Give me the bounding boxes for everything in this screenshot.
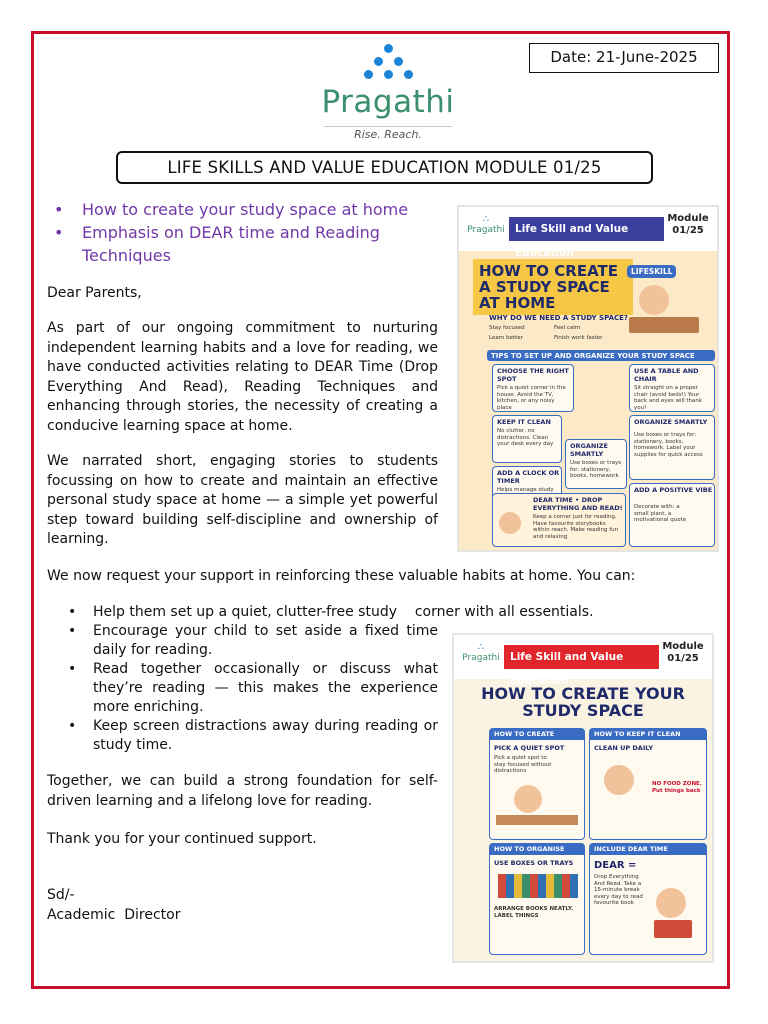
boy-cleaning-icon xyxy=(604,765,634,795)
logo-divider xyxy=(324,126,452,127)
study-space-poster-2 xyxy=(452,633,714,963)
poster-header xyxy=(454,635,712,687)
poster-panel: HOW TO ORGANISE USE BOXES OR TRAYS ARRANGE BOOKS NEATLY. LABEL THINGS xyxy=(489,843,585,955)
why-item: Feel calm xyxy=(554,325,581,331)
tip-box: USE A TABLE AND CHAIR Sit straight on a proper chair (avoid beds!) Your back and eyes will thank you! xyxy=(629,364,715,412)
poster-module: Module 01/25 xyxy=(667,213,709,236)
paragraph-1: As part of our ongoing commitment to nurturing independent learning habits and a love for reading, we have conducted activities relating to DEAR Time (Drop Everything And Read), Reading Techniques and enhancing through stories, the necessity of creating a conducive learning space at home. xyxy=(47,320,438,434)
topic-item: • Emphasis on DEAR time and Reading Techniques xyxy=(54,223,380,265)
module-title: LIFE SKILLS AND VALUE EDUCATION MODULE 01/25 xyxy=(116,151,653,184)
signature-sd: Sd/- xyxy=(47,887,75,903)
support-item: • Help them set up a quiet, clutter-free study corner with all essentials. xyxy=(68,604,594,620)
support-item: • Read together occasionally or discuss what they’re reading — this makes the experience more enriching. xyxy=(68,661,438,715)
poster-title: HOW TO CREATE A STUDY SPACE AT HOME xyxy=(473,259,633,315)
date-box: Date: 21-June-2025 xyxy=(529,43,719,73)
poster-logo: ∴ Pragathi xyxy=(460,643,502,663)
tip-box: ADD A CLOCK OR TIMER Helps manage study xyxy=(492,466,562,504)
poster-banner: Life Skill and Value Education xyxy=(504,645,659,669)
pragathi-logo xyxy=(318,44,458,144)
signature-role: Academic Director xyxy=(47,907,181,923)
support-item: • Encourage your child to set aside a fixed time daily for reading. xyxy=(68,623,438,658)
tip-box: ORGANIZE SMARTLY Use boxes or trays for: stationery, books, homework xyxy=(565,439,627,489)
books-illustration-icon xyxy=(498,874,578,898)
support-item: • Keep screen distractions away during reading or study time. xyxy=(68,718,438,753)
desk-illustration-icon xyxy=(496,815,578,825)
boy-reading-icon xyxy=(656,888,686,918)
salutation: Dear Parents, xyxy=(47,285,142,301)
poster-title: HOW TO CREATE YOUR STUDY SPACE xyxy=(481,684,685,720)
lifeskill-chip: LIFESKILL xyxy=(627,265,676,278)
poster-module: Module 01/25 xyxy=(662,641,704,664)
request-line: We now request your support in reinforcing these valuable habits at home. You can: xyxy=(47,568,636,584)
tip-box: ADD A POSITIVE VIBE Decorate with: a small plant, a motivational quote xyxy=(629,483,715,547)
logo-dots-icon: ∴ xyxy=(482,214,490,225)
topics-list xyxy=(52,198,452,267)
study-space-poster-1 xyxy=(457,205,719,552)
logo-name: Pragathi xyxy=(321,84,455,120)
girl-studying-icon xyxy=(514,785,542,813)
reading-girl-icon xyxy=(499,512,521,534)
why-item: Finish work faster xyxy=(554,335,603,341)
topic-item: • How to create your study space at home xyxy=(54,200,409,219)
poster-logo: ∴ Pragathi xyxy=(465,215,507,235)
tip-box: CHOOSE THE RIGHT SPOT Pick a quiet corner in the house. Avoid the TV, kitchen, or any noisy place xyxy=(492,364,574,412)
why-heading: WHY DO WE NEED A STUDY SPACE? xyxy=(489,314,628,322)
poster-panel: HOW TO KEEP IT CLEAN CLEAN UP DAILY NO FOOD ZONE. Put things back xyxy=(589,728,707,840)
poster-panel: INCLUDE DEAR TIME DEAR = Drop Everything And Read. Take a 15-minute break every day to read favourite book xyxy=(589,843,707,955)
dear-time-box: DEAR TIME • DROP EVERYTHING AND READ! Keep a corner just for reading. Have favourite storybooks within reach. Make reading fun and relaxing xyxy=(492,493,626,547)
poster-banner: Life Skill and Value Education xyxy=(509,217,664,241)
paragraph-2: We narrated short, engaging stories to students focussing on how to create and maintain an effective personal study space at home — a simple yet powerful step toward building self-discipline and ownership of learning. xyxy=(47,453,438,547)
boy-illustration-icon xyxy=(639,285,669,315)
book-icon xyxy=(654,920,692,938)
tips-heading-bar: TIPS TO SET UP AND ORGANIZE YOUR STUDY SPACE xyxy=(487,350,715,361)
tip-box: KEEP IT CLEAN No clutter, no distractions. Clean your desk every day xyxy=(492,415,562,463)
logo-dots-icon xyxy=(318,44,458,84)
why-item: Learn better xyxy=(489,335,523,341)
poster-header xyxy=(459,207,717,259)
logo-dots-icon: ∴ xyxy=(477,642,485,653)
closing-paragraph: Together, we can build a strong foundation for self-driven learning and a lifelong love for reading. xyxy=(47,773,438,809)
logo-tagline: Rise. Reach. xyxy=(354,128,422,141)
thanks-line: Thank you for your continued support. xyxy=(47,831,317,847)
why-item: Stay focused xyxy=(489,325,525,331)
poster-panel: HOW TO CREATE PICK A QUIET SPOT Pick a quiet spot to stay focused without distractions xyxy=(489,728,585,840)
tip-box: ORGANIZE SMARTLY Use boxes or trays for: stationery, books, homework. Label your supplies for quick access xyxy=(629,415,715,480)
